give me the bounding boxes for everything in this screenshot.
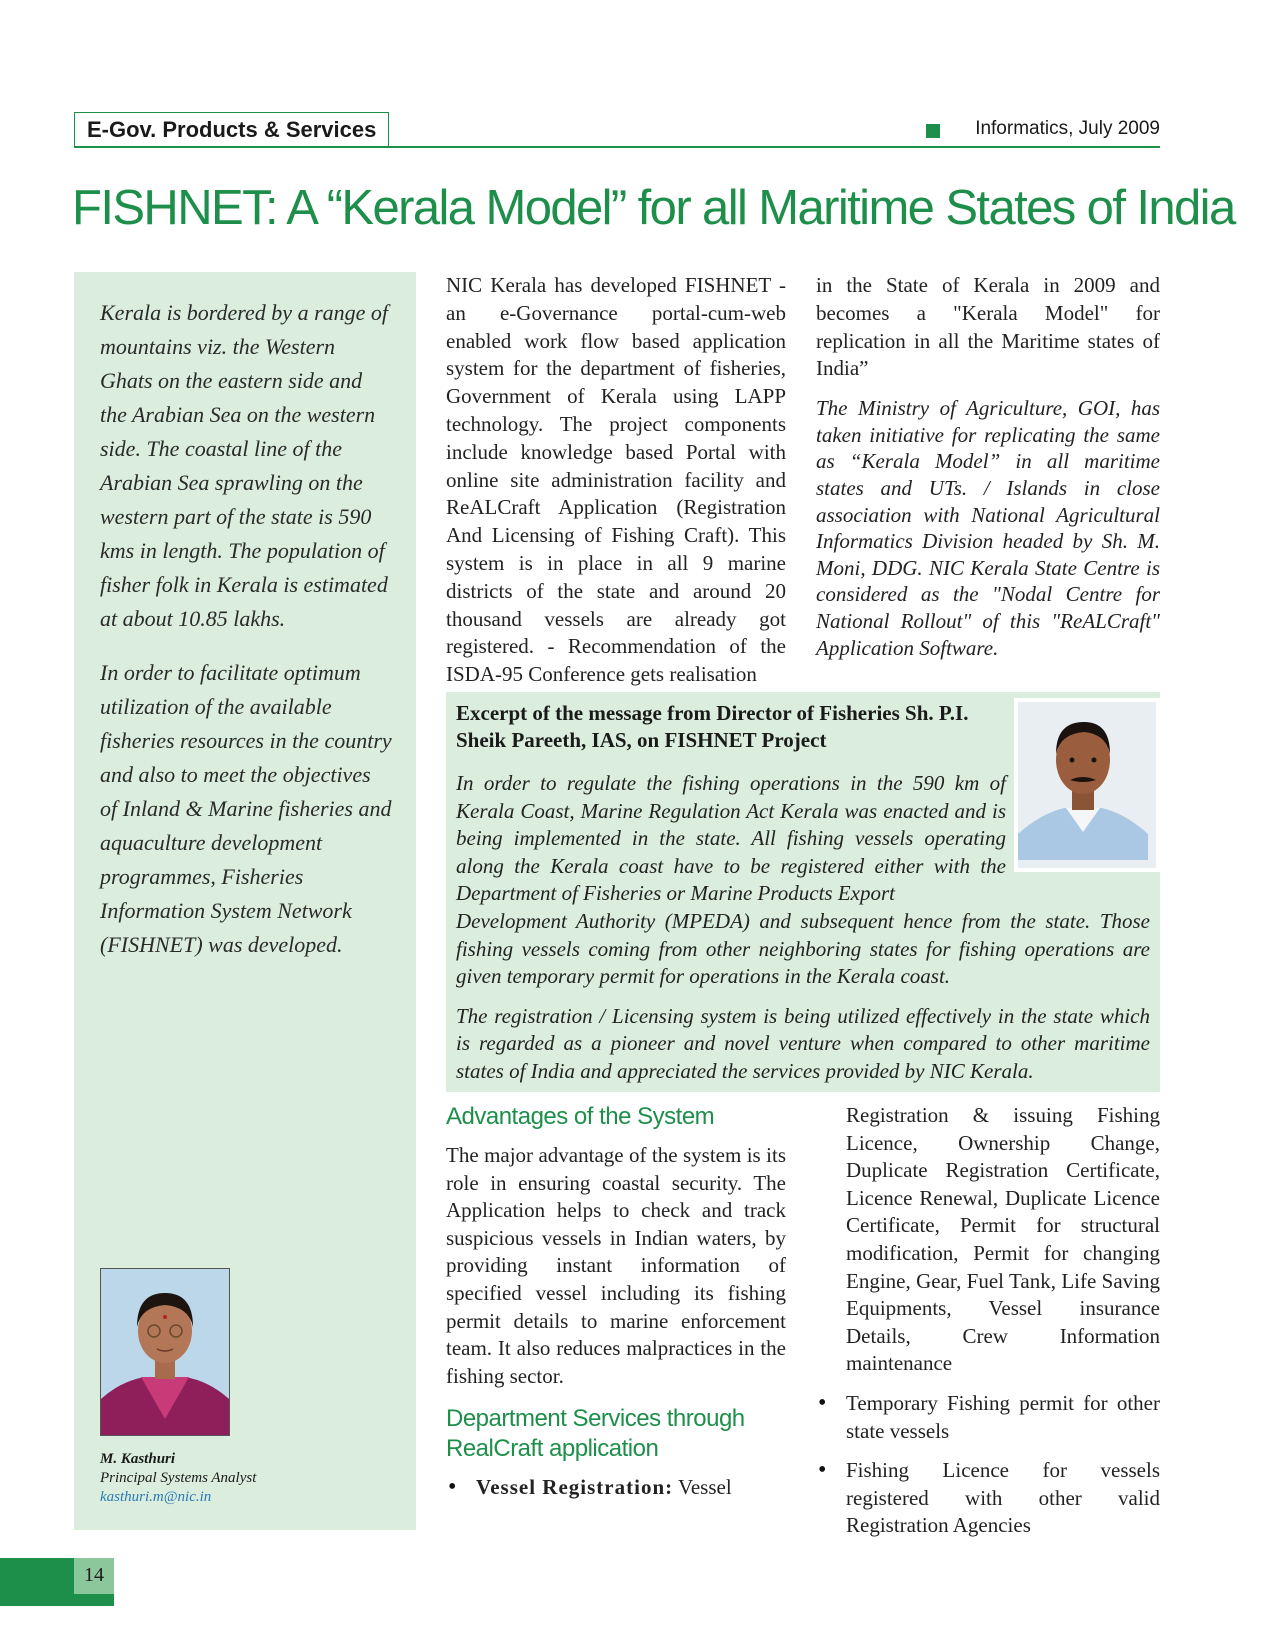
body-paragraph-continued: in the State of Kerala in 2009 and becomes a "Kerala Model" for replication in all the Maritime states of India” <box>816 273 1160 381</box>
page-number: 14 <box>84 1564 104 1586</box>
advantages-text: The major advantage of the system is its role in ensuring coastal security. The Application helps to check and track suspicious vessels in Indian waters, by providing instant information of specified vessel including its fishing permit details to marine enforcement team. It also reduces malpractices in the fishing sector. <box>446 1143 786 1388</box>
sidebar-panel <box>74 272 416 1530</box>
excerpt-paragraph-2: The registration / Licensing system is being utilized effectively in the state which is regarded as a pioneer and novel venture when compared to other maritime states of India and appreciated the services provided by NIC Kerala. <box>456 1003 1150 1083</box>
footer-block <box>0 1558 74 1606</box>
header-rule <box>74 146 1160 148</box>
section-tag: E-Gov. Products & Services <box>74 112 389 147</box>
services-column <box>846 1102 1160 1540</box>
service-bullet-licence-other-agencies: • Fishing Licence for vessels registered with other valid Registration Agencies <box>816 1457 1160 1540</box>
service-bullet-vessel-registration <box>446 1474 786 1502</box>
body-column-middle <box>446 272 786 689</box>
author-photo <box>100 1268 230 1436</box>
body-column-right <box>816 272 1160 661</box>
author-role: Principal Systems Analyst <box>100 1470 257 1486</box>
article-title: FISHNET: A “Kerala Model” for all Maritime States of India <box>72 181 1235 235</box>
sidebar-purpose: In order to facilitate optimum utilization of the available fisheries resources in the country and also to meet the objectives of Inland & Marine fisheries and aquaculture development programmes, Fisheries Information System Network (FISHNET) was developed. <box>100 660 392 957</box>
advantages-column <box>446 1102 786 1502</box>
footer-block-strip <box>74 1594 114 1606</box>
issue-label: Informatics, July 2009 <box>975 118 1160 139</box>
service-bullet-temporary-permit: • Temporary Fishing permit for other state vessels <box>816 1390 1160 1445</box>
service-bullet-label: Vessel Registration: <box>476 1475 674 1500</box>
author-email-link[interactable]: kasthuri.m@nic.in <box>100 1489 212 1505</box>
service-bullet-text: Vessel <box>678 1475 732 1500</box>
excerpt-paragraph <box>456 770 1150 991</box>
excerpt-box <box>446 692 1160 1092</box>
sidebar-intro: Kerala is bordered by a range of mountains viz. the Western Ghats on the eastern side and the Arabian Sea on the western side. The coastal line of the Arabian Sea sprawling on the western part of the state is 590 kms in length. The population of fisher folk in Kerala is estimated at about 10.85 lakhs. <box>100 300 389 631</box>
body-paragraph: NIC Kerala has developed FISHNET - an e-Governance portal-cum-web enabled work flow based application system for the department of fisheries, Government of Kerala using LAPP technology. The project components include knowledge based Portal with online site administration facility and ReALCraft Application (Registration And Licensing of Fishing Craft). This system is in place in all 9 marine districts of the state and around 20 thousand vessels are already got registered. - Recommendation of the ISDA-95 Conference gets realisation <box>446 273 786 687</box>
author-portrait-icon <box>101 1269 229 1435</box>
excerpt-heading: Excerpt of the message from Director of Fisheries Sh. P.I. Sheik Pareeth, IAS, on FISHNET Project <box>456 701 969 752</box>
author-credit <box>100 1450 400 1507</box>
excerpt-body <box>456 770 1150 1098</box>
header-square-marker <box>926 124 940 138</box>
service-bullet-continued: Registration & issuing Fishing Licence, Ownership Change, Duplicate Registration Certificate, Licence Renewal, Duplicate Licence Certificate, Permit for structural modification, Permit for changing Engine, Gear, Fuel Tank, Life Saving Equipments, Vessel insurance Details, Crew Information maintenance <box>846 1103 1160 1376</box>
author-name: M. Kasthuri <box>100 1451 176 1467</box>
advantages-heading: Advantages of the System <box>446 1103 715 1130</box>
excerpt-paragraph-wrapped: In order to regulate the fishing operations in the 590 km of Kerala Coast, Marine Regulation Act Kerala was enacted and is being implemented in the state. All fishing vessels operating along the Kerala coast have to be registered either with the Department of Fisheries or Marine Products Export <box>456 771 1006 906</box>
excerpt-paragraph-full: Development Authority (MPEDA) and subsequent hence from the state. Those fishing vessels coming from other neighboring states for fishing operations are given temporary permit for operations in the Kerala coast. <box>456 908 1150 989</box>
ministry-paragraph: The Ministry of Agriculture, GOI, has taken initiative for replicating the same as “Kerala Model” in all maritime states and UTs. / Islands in close association with National Agricultural Informatics Division headed by Sh. M. Moni, DDG. NIC Kerala State Centre is considered as the "Nodal Centre for National Rollout" of this "ReALCraft" Application Software. <box>816 396 1160 660</box>
services-heading: Department Services through RealCraft application <box>446 1405 745 1463</box>
